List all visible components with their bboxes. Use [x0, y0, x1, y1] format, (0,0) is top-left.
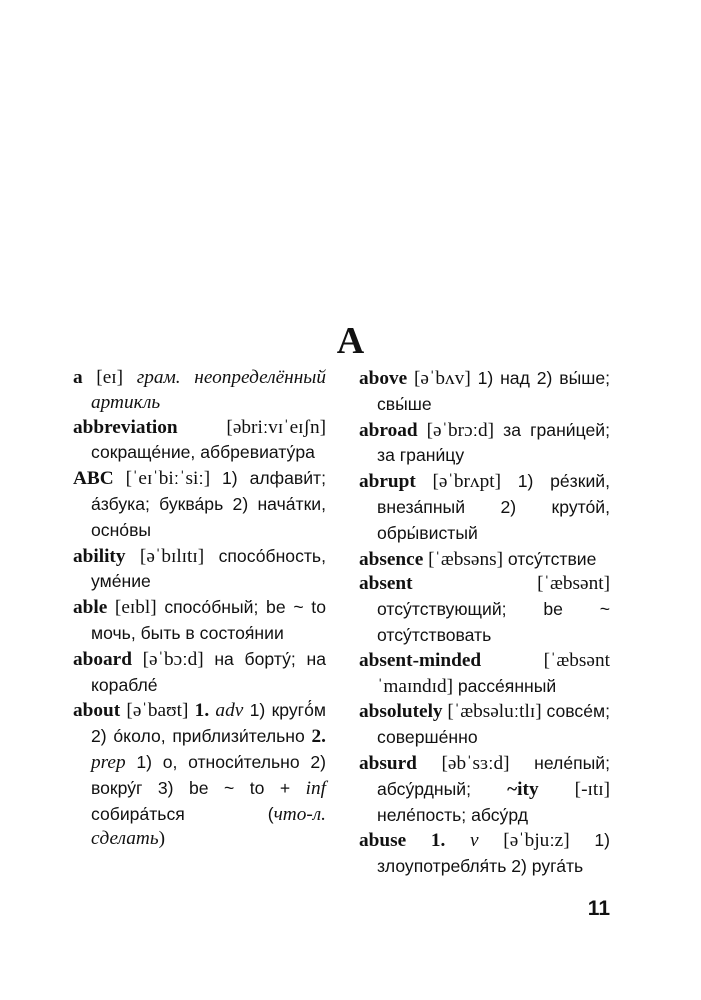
dictionary-entry: [73, 466, 326, 543]
entry-text: [əˈbɔːd]: [131, 648, 215, 670]
entry-text: [445, 830, 470, 851]
entry-text: рассе́янный: [457, 675, 557, 696]
entry-text: отсу́тствие: [507, 548, 597, 569]
entry-headword: abroad: [359, 419, 418, 441]
entry-text: ~ity: [507, 778, 539, 800]
entry-headword: abbreviation: [73, 416, 178, 438]
dictionary-entry: [359, 699, 610, 751]
entry-text: 1) о, относи́тельно 2) вокру́г 3) be ~ to +: [91, 751, 326, 798]
entry-headword: ABC: [73, 468, 114, 490]
entry-text: [ˈæbsəns]: [423, 548, 508, 570]
dictionary-entry: [73, 366, 326, 416]
page-number: 11: [587, 897, 610, 920]
entry-headword: abrupt: [359, 471, 416, 493]
entry-text: [əˈbʌv]: [407, 368, 478, 389]
entry-text: [əˈbrʌpt]: [415, 471, 518, 493]
entry-text: [ˈæbsəntˈmaɪndɪd]: [377, 649, 610, 697]
entry-text: отсу́тствующий; be ~ отсу́тствовать: [377, 599, 610, 645]
entry-text: совсе́м; соверше́нно: [377, 701, 610, 748]
entry-text: грам. неопределённый артикль: [91, 367, 326, 413]
section-letter: A: [336, 320, 365, 362]
dictionary-entry: [73, 544, 326, 596]
entry-text: спосо́бность, уме́ние: [91, 545, 326, 592]
right-column: [359, 366, 610, 880]
entry-text: 1.: [430, 830, 446, 852]
entry-text: [ˈæbsənt]: [412, 573, 610, 595]
dictionary-entry: [359, 469, 610, 546]
dictionary-entry: [359, 828, 610, 880]
entry-text: [ˈeɪˈbiːˈsiː]: [113, 468, 223, 490]
dictionary-entry: [359, 572, 610, 648]
entry-text: prep: [91, 751, 126, 773]
entry-headword: absence: [359, 548, 424, 570]
entry-text: [-ɪtɪ]: [538, 778, 611, 800]
entry-text: inf: [305, 777, 326, 799]
entry-text: adv: [215, 700, 244, 722]
entry-headword: absolutely: [359, 701, 443, 723]
entry-text: [eɪ]: [82, 367, 137, 388]
entry-text: за грани́цей; за грани́цу: [377, 419, 611, 466]
entry-text: 2.: [311, 726, 326, 748]
entry-text: неле́пый; абсу́рдный;: [377, 752, 610, 799]
entry-headword: a: [73, 367, 83, 388]
entry-headword: abuse: [359, 830, 407, 852]
entry-text: [əˈbaʊt]: [120, 700, 195, 722]
entry-headword: above: [359, 368, 408, 389]
entry-text: [əˈbrɔːd]: [417, 419, 504, 441]
entry-headword: ability: [73, 545, 126, 567]
dictionary-entry: [73, 647, 326, 699]
entry-text: 1) алфави́т; а́збука; буква́рь 2) нача́тки, осно́вы: [91, 468, 327, 540]
entry-text: 1) злоупотребля́ть 2) руга́ть: [377, 830, 611, 877]
entry-text: на борту́; на корабле́: [91, 648, 326, 695]
entry-text: спосо́бный; be ~ to мочь, быть в состоя́нии: [91, 597, 326, 643]
entry-text: [eɪbl]: [107, 597, 165, 619]
entry-text: что-л. сделать: [91, 803, 326, 850]
entry-text: 1) ре́зкий, внеза́пный 2) круто́й, обры́вистый: [377, 471, 610, 543]
dictionary-entry: [73, 416, 326, 467]
dictionary-entry: [359, 547, 610, 573]
entry-headword: absurd: [359, 752, 417, 774]
entry-text: [əˈbɪlɪtɪ]: [125, 545, 219, 567]
entry-headword: able: [73, 597, 108, 619]
entry-text: сокраще́ние, аббревиату́ра: [91, 442, 315, 463]
entry-text: неле́пость; абсу́рд: [377, 804, 528, 825]
dictionary-entry: [359, 751, 610, 828]
dictionary-entry: [359, 418, 610, 470]
entry-text: 1) над 2) вы́ше; свы́ше: [377, 368, 611, 414]
entry-text: 1) кругó́м 2) óколо, приблизи́тельно: [91, 700, 326, 747]
dictionary-entry: [359, 366, 610, 418]
entry-text: [ˈæbsəluːtlɪ]: [442, 701, 547, 723]
entry-text: v: [470, 830, 479, 852]
entry-headword: absent-minded: [359, 649, 482, 671]
dictionary-entry: [73, 698, 326, 852]
entry-text: [əˈbjuːz]: [478, 830, 595, 852]
dictionary-entry: [359, 649, 610, 700]
entry-text: 1.: [194, 700, 210, 722]
entry-text: ): [158, 828, 166, 850]
left-column: [73, 366, 326, 852]
entry-headword: aboard: [73, 648, 132, 670]
entry-text: [406, 830, 431, 851]
entry-headword: about: [73, 700, 121, 722]
dictionary-entry: [73, 595, 326, 647]
entry-headword: absent: [359, 573, 413, 595]
entry-text: собира́ться (: [91, 803, 274, 824]
entry-text: [əbriːvɪˈeɪʃn]: [177, 416, 326, 438]
entry-text: [əbˈsɜːd]: [416, 752, 535, 774]
